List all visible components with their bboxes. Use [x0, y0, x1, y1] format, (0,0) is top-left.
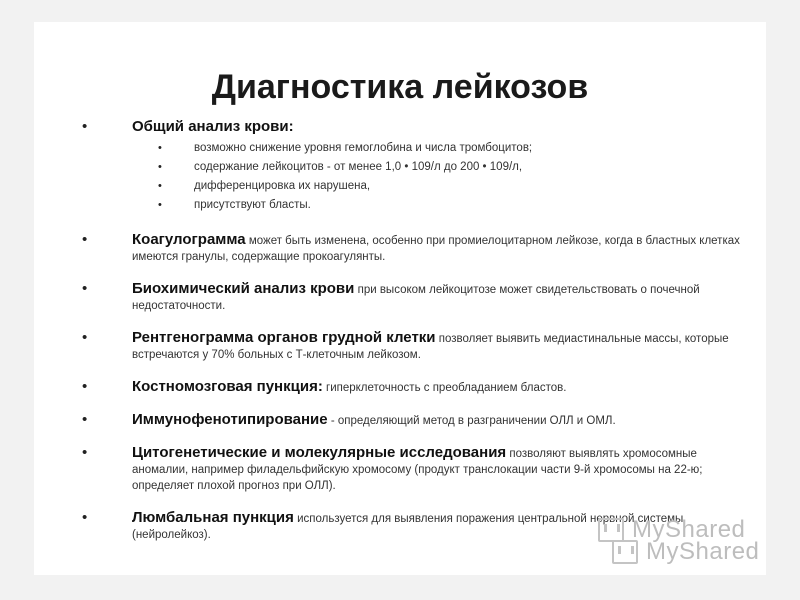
sub-item: • дифференцировка их нарушена, [132, 177, 742, 196]
item-text: - определяющий метод в разграничении ОЛЛ и ОМЛ. [327, 415, 616, 427]
item-heading: Общий анализ крови: [132, 118, 294, 135]
item-heading: Коагулограмма [132, 231, 246, 248]
item-heading: Рентгенограмма органов грудной клетки [132, 329, 436, 346]
sub-item: • возможно снижение уровня гемоглобина и числа тромбоцитов; [132, 139, 742, 158]
item-heading: Цитогенетические и молекулярные исследования [132, 444, 507, 461]
list-item-blood-test [82, 119, 742, 215]
watermark [612, 538, 759, 566]
item-text: используется для выявления поражения центральной нервной системы (нейролейкоз). [132, 513, 684, 541]
item-text: гиперклеточность с преобладанием бластов. [322, 382, 567, 394]
list-item-cytogenetics [82, 445, 742, 494]
page-title: Диагностика лейкозов [211, 68, 589, 106]
presentation-icon [612, 540, 638, 564]
list-item-biochemistry [82, 281, 742, 314]
blood-test-sublist [132, 139, 742, 215]
sub-item: • присутствуют бласты. [132, 196, 742, 215]
diagnostics-list [82, 119, 742, 543]
sub-item: • содержание лейкоцитов - от менее 1,0 • 109/л до 200 • 109/л, [132, 158, 742, 177]
list-item-chest-xray [82, 330, 742, 363]
item-text: позволяет выявить медиастинальные массы, которые встречаются у 70% больных с Т-клеточным лейкозом. [132, 333, 729, 361]
item-heading: Люмбальная пункция [132, 509, 294, 526]
watermark-text: MyShared [632, 516, 746, 543]
item-heading: Иммунофенотипирование [132, 411, 328, 428]
item-text: позволяют выявлять хромосомные аномалии, например филадельфийскую хромосому (продукт транслокации части 9-й хромосомы на 22-ю; определяет плохой прогноз при ОЛЛ). [132, 448, 703, 492]
list-item-bone-marrow [82, 379, 742, 396]
list-item-immunophenotyping [82, 412, 742, 429]
item-text: при высоком лейкоцитозе может свидетельствовать о почечной недостаточности. [132, 284, 700, 312]
item-heading: Костномозговая пункция: [132, 378, 323, 395]
item-text: может быть изменена, особенно при промиелоцитарном лейкозе, когда в бластных клетках имеются гранулы, содержащие прокоагулянты. [132, 235, 740, 263]
item-heading: Биохимический анализ крови [132, 280, 355, 297]
watermark-text: MyShared [646, 538, 760, 565]
slide [34, 22, 766, 575]
list-item-coagulogram [82, 232, 742, 265]
